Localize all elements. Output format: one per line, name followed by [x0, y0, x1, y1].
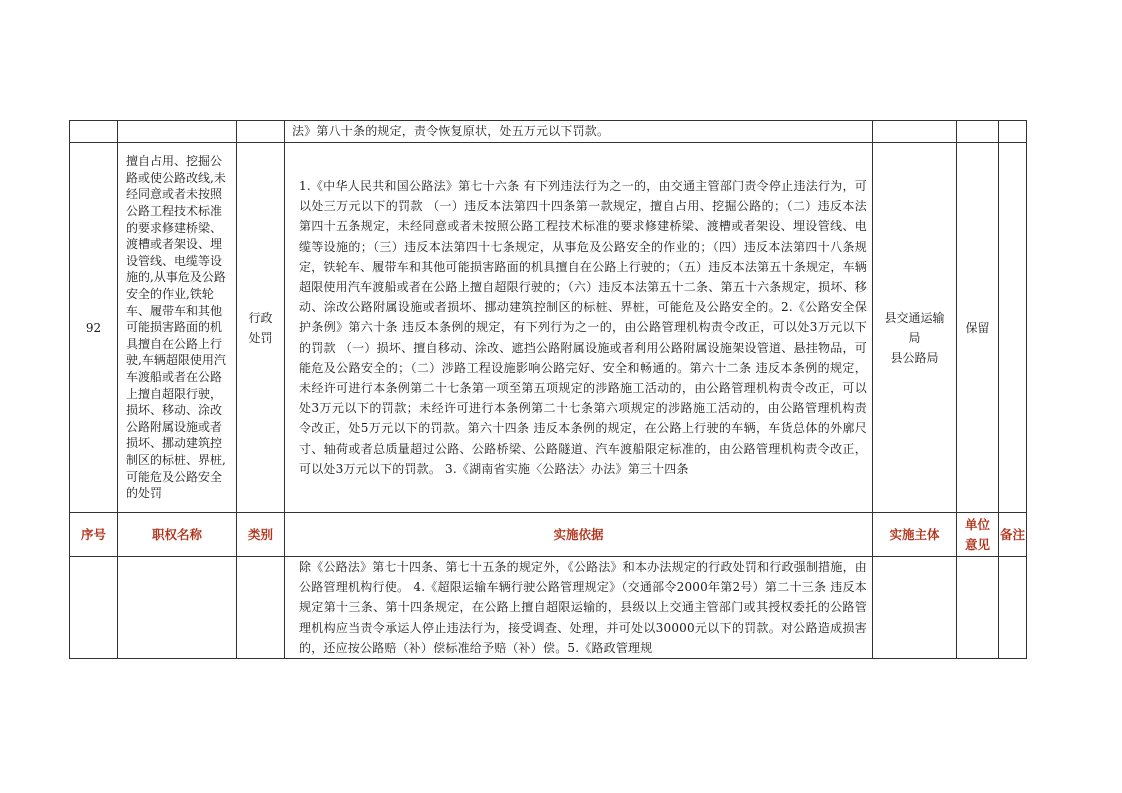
- name-cell: [118, 557, 237, 659]
- subject-cell: [873, 143, 957, 513]
- subject-cell: [873, 557, 957, 659]
- table-row: [70, 557, 1027, 659]
- type-cell: [237, 143, 285, 513]
- note-cell: [999, 143, 1027, 513]
- header-name: 职权名称: [118, 513, 237, 557]
- type-text: 行政处罚: [248, 310, 273, 345]
- subject-text: 县交通运输局 县公路局: [884, 310, 945, 365]
- opinion-cell: [957, 557, 999, 659]
- name-cell: [118, 121, 237, 143]
- table-row: [70, 121, 1027, 143]
- opinion-cell: 保留: [957, 143, 999, 513]
- table-header-row: [70, 513, 1027, 557]
- header-opinion: [957, 513, 999, 557]
- basis-cell: 除《公路法》第七十四条、第七十五条的规定外，《公路法》和本办法规定的行政处罚和行政强制措施，由公路管理机构行使。 4.《超限运输车辆行驶公路管理规定》（交通部令2000年第2号）第二十三条 违反本规定第十三条、第十四条规定，在公路上擅自超限运输的，县级以上交通主管部门或其授权委托的公路管理机构应当责令承运人停止违法行为，接受调查、处理，并可处以30000元以下的罚款。对公路造成损害的，还应按公路赔（补）偿标准给予赔（补）偿。5.《路政管理规: [285, 557, 873, 659]
- basis-cell: 法》第八十条的规定，责令恢复原状，处五万元以下罚款。: [285, 121, 873, 143]
- seq-cell: [70, 121, 118, 143]
- header-type: 类别: [237, 513, 285, 557]
- seq-cell: 92: [70, 143, 118, 513]
- name-cell: 擅自占用、挖掘公路或使公路改线,未经同意或者未按照公路工程技术标准的要求修建桥梁、渡槽或者架设、埋设管线、电缆等设施的,从事危及公路安全的作业,铁轮车、履带车和其他可能损害路面的机具擅自在公路上行驶,车辆超限使用汽车渡船或者在公路上擅自超限行驶，损坏、移动、涂改公路附属设施或者损坏、挪动建筑控制区的标桩、界桩,可能危及公路安全的处罚: [118, 143, 237, 513]
- type-cell: [237, 557, 285, 659]
- header-note: 备注: [999, 513, 1027, 557]
- seq-cell: [70, 557, 118, 659]
- header-basis: 实施依据: [285, 513, 873, 557]
- header-subject: 实施主体: [873, 513, 957, 557]
- basis-cell: 1.《中华人民共和国公路法》第七十六条 有下列违法行为之一的，由交通主管部门责令停止违法行为，可以处三万元以下的罚款 （一）违反本法第四十四条第一款规定，擅自占用、挖掘公路的；（二）违反本法第四十五条规定，未经同意或者未按照公路工程技术标准的要求修建桥梁、渡槽或者架设、埋设管线、电缆等设施的；（三）违反本法第四十七条规定，从事危及公路安全的作业的；（四）违反本法第四十八条规定，铁轮车、履带车和其他可能损害路面的机具擅自在公路上行驶的；（五）违反本法第五十条规定，车辆超限使用汽车渡船或者在公路上擅自超限行驶的；（六）违反本法第五十二条、第五十六条规定，损坏、移动、涂改公路附属设施或者损坏、挪动建筑控制区的标桩、界桩，可能危及公路安全的。2.《公路安全保护条例》第六十条 违反本条例的规定，有下列行为之一的，由公路管理机构责令改正，可以处3万元以下的罚款 （一）损坏、擅自移动、涂改、遮挡公路附属设施或者利用公路附属设施架设管道、悬挂物品，可能危及公路安全的；（二）涉路工程设施影响公路完好、安全和畅通的。第六十二条 违反本条例的规定，未经许可进行本条例第二十七条第一项至第五项规定的涉路施工活动的，由公路管理机构责令改正，可以处3万元以下的罚款；未经许可进行本条例第二十七条第六项规定的涉路施工活动的，由公路管理机构责令改正，处5万元以下的罚款。第六十四条 违反本条例的规定，在公路上行驶的车辆，车货总体的外廓尺寸、轴荷或者总质量超过公路、公路桥梁、公路隧道、汽车渡船限定标准的，由公路管理机构责令改正，可以处3万元以下的罚款。 3.《湖南省实施〈公路法〉办法》第三十四条: [285, 143, 873, 513]
- type-cell: [237, 121, 285, 143]
- header-seq: 序号: [70, 513, 118, 557]
- subject-cell: [873, 121, 957, 143]
- note-cell: [999, 121, 1027, 143]
- note-cell: [999, 557, 1027, 659]
- header-opinion-text: 单位意见: [964, 516, 990, 552]
- opinion-cell: [957, 121, 999, 143]
- authority-table: [69, 120, 1027, 659]
- table-row: [70, 143, 1027, 513]
